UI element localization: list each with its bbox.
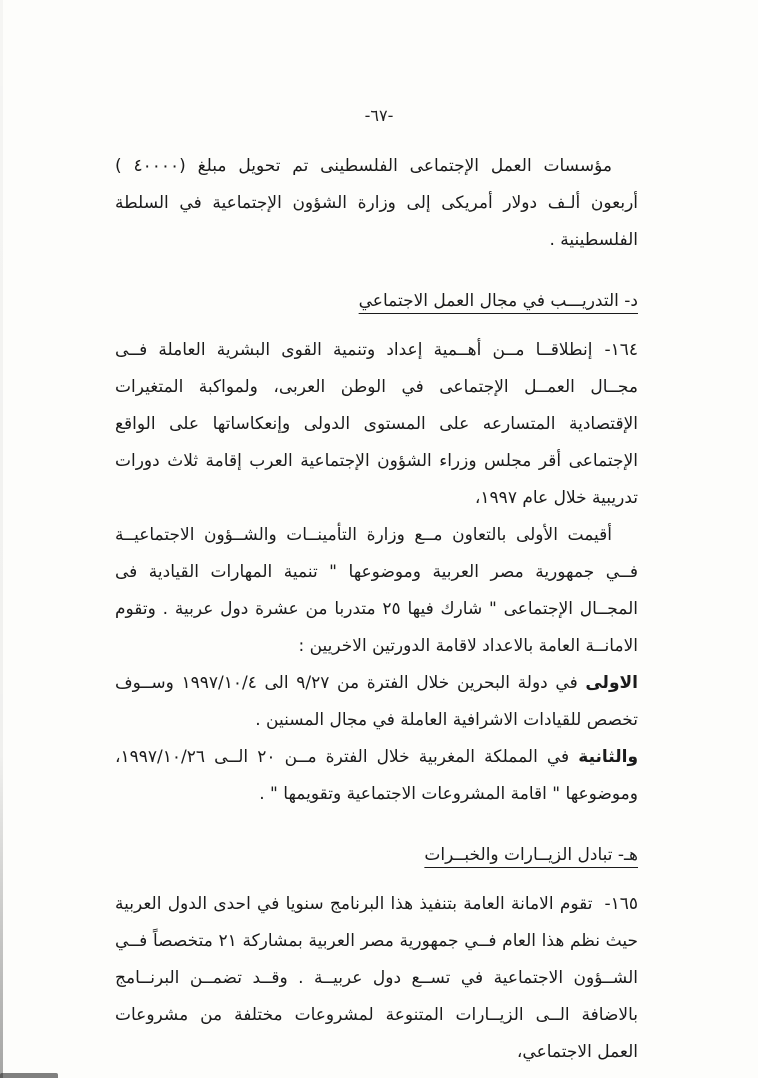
- training-first-course-summary: أقيمت الأولى بالتعاون مــع وزارة التأمينــات والشــؤون الاجتماعيــة فــي جمهورية مصر العربية وموضوعها " تنمية المهارات القيادية فى المجــال الإجتماعى " شارك فيها ٢٥ متدربا من عشرة دول عربية . وتقوم الامانــة العامة بالاعداد لاقامة الدورتين الاخريين :: [115, 525, 638, 656]
- second-course-label: والثانية: [578, 747, 639, 767]
- item-164-number: ١٦٤-: [604, 340, 638, 360]
- item-164-paragraph: [115, 332, 638, 517]
- document-body: [115, 148, 638, 1071]
- item-164-text: إنطلاقــا مــن أهــمية إعداد وتنمية القوى البشرية العاملة فــى مجــال العمــل الإجتماعى في الوطن العربى، ولمواكبة المتغيرات الإقتصادية المتسارعه على المستوى الدولى وإنعكاساتها على الواقع الإجتماعى أقر مجلس وزراء الشؤون الإجتماعية العرب إقامة ثلاث دورات تدريبية خلال عام ١٩٩٧،: [115, 340, 638, 508]
- second-course-text: في المملكة المغربية خلال الفترة مــن ٢٠ الــى ١٩٩٧/١٠/٢٦، وموضوعها " اقامة المشروعات الاجتماعية وتقويمها " .: [115, 747, 638, 804]
- section-visits-heading: هـ- تبادل الزيــارات والخبــرات: [424, 845, 638, 865]
- item-165-paragraph: [115, 886, 638, 1071]
- first-course-text: في دولة البحرين خلال الفترة من ٩/٢٧ الى ١٩٩٧/١٠/٤ وســوف تخصص للقيادات الاشرافية العاملة في مجال المسنين .: [115, 673, 638, 730]
- page-number: -٦٧-: [364, 106, 394, 125]
- section-training-heading: د- التدريـــب في مجال العمل الاجتماعي: [358, 291, 638, 311]
- scan-artifact-bottom-left: [0, 1073, 58, 1078]
- scan-artifact-left-edge: [0, 0, 3, 1078]
- item-165-text: تقوم الامانة العامة بتنفيذ هذا البرنامج سنويا في احدى الدول العربية حيث نظم هذا العام فــي جمهورية مصر العربية بمشاركة ٢١ متخصصاً فــي الشــؤون الاجتماعية في تســع دول عربيــة . وقــد تضمــن البرنــامج بالاضافة الــى الزيــارات المتنوعة لمشروعات مختلفة من مشروعات العمل الاجتماعي،: [115, 894, 638, 1062]
- training-course-morocco: [115, 739, 638, 813]
- first-course-label: الاولى: [585, 673, 638, 693]
- intro-paragraph: مؤسسات العمل الإجتماعى الفلسطينى تم تحويل مبلغ (٤٠٠٠٠ ) أربعون ألـف دولار أمريكى إلى وزارة الشؤون الإجتماعية في السلطة الفلسطينية .: [115, 156, 638, 250]
- training-course-bahrain: [115, 665, 638, 739]
- item-165-number: ١٦٥-: [604, 894, 638, 914]
